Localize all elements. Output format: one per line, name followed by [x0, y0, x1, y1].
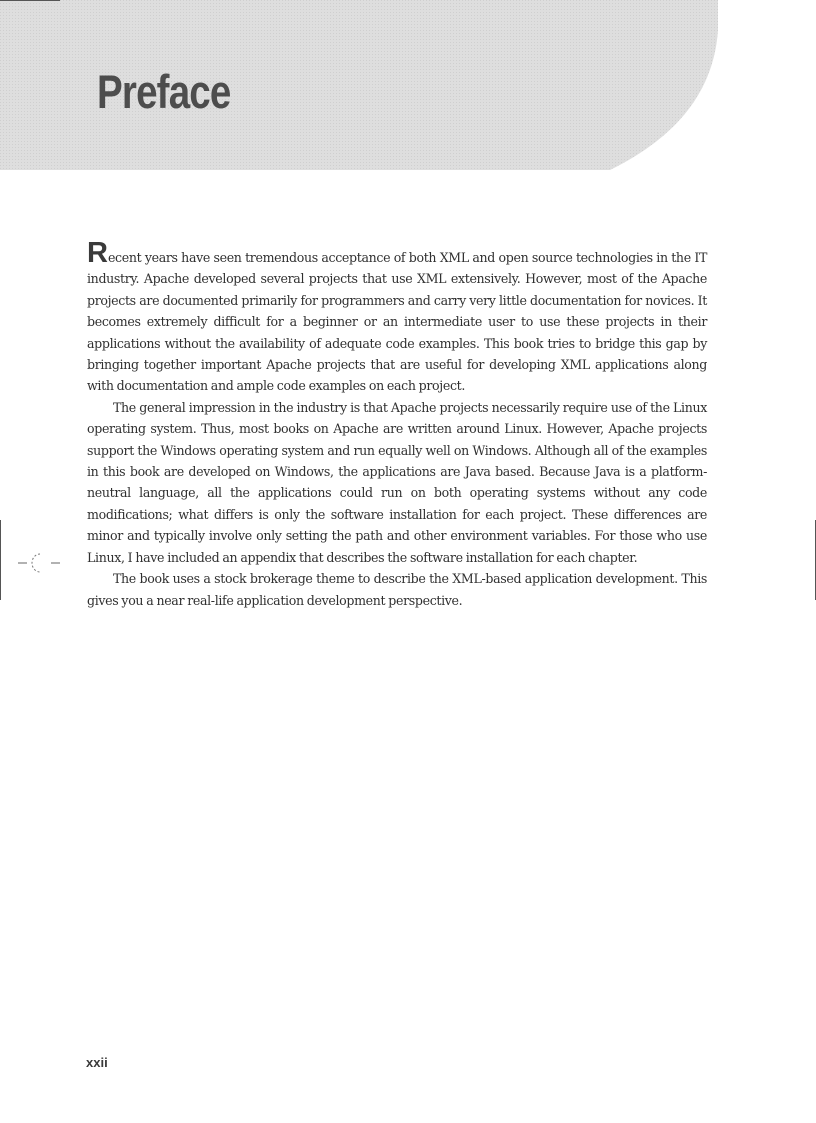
preface-body [87, 237, 707, 611]
chapter-title: Preface [97, 65, 231, 118]
paragraph-1-text: ecent years have seen tremendous acceptance of both XML and open source technologies in the IT industry. Apache developed several projects that use XML extensively. However, most of the Apache projects are documented primarily for programmers and carry very little documentation for novices. It becomes extremely difficult for a beginner or an intermediate user to use these projects in their applications without the availability of adequate code examples. This book tries to bridge this gap by bringing together important Apache projects that are useful for developing XML applications along with documentation and ample code examples on each project. [87, 250, 707, 394]
paragraph-2: The general impression in the industry is that Apache projects necessarily require use of the Linux operating system. Thus, most books on Apache are written around Linux. However, Apache projects support the Windows operating system and run equally well on Windows. Although all of the examples in this book are developed on Windows, the applications are Java based. Because Java is a platform-neutral language, all the applications could run on both operating systems without any code modifications; what differs is only the software installation for each project. These differences are minor and typically involve only setting the path and other environment variables. For those who use Linux, I have included an appendix that describes the software installation for each chapter. [87, 399, 707, 565]
paragraph-1 [87, 237, 707, 397]
crop-mark-left [0, 520, 1, 600]
page-number: xxii [86, 1055, 108, 1070]
paragraph-3: The book uses a stock brokerage theme to describe the XML-based application development. This gives you a near real-life application development perspective. [87, 571, 707, 608]
registration-mark-icon [18, 550, 62, 574]
drop-cap: R [87, 237, 108, 269]
corner-rule [0, 0, 60, 3]
